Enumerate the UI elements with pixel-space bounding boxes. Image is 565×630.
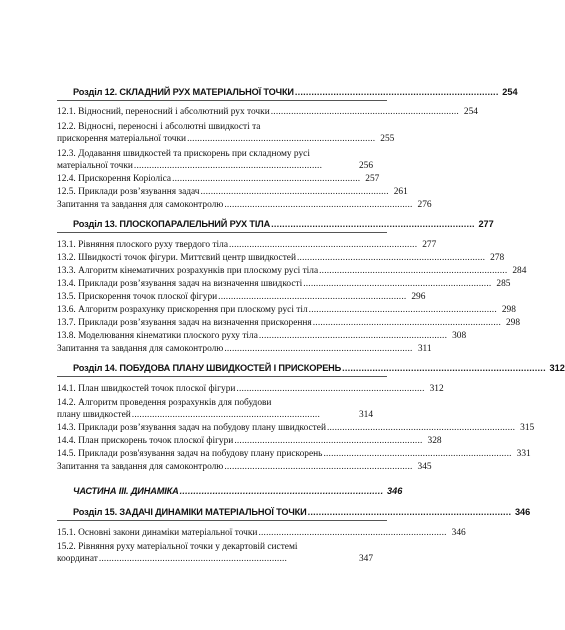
toc-heading-ch14: Розділ 14. ПОБУДОВА ПЛАНУ ШВИДКОСТЕЙ І ПРИСКОРЕНЬ .......................................................................... 312 [73, 363, 565, 373]
toc-entry: Запитання та завдання для самоконтролю .......................................................................... 345 [57, 462, 432, 472]
toc-part-heading: ЧАСТИНА ІІІ. ДИНАМІКА .......................................................................... 346 [73, 486, 403, 496]
toc-entry: 14.1. План швидкостей точок плоскої фігури .......................................................................... 312 [57, 384, 444, 394]
toc-entry: 14.5. Приклади розв'язування задач на побудову плану прискорень .......................................................................... 331 [57, 449, 531, 459]
toc-entry: 13.7. Приклади розв’язування задач на визначення прискорення .......................................................................... 298 [57, 318, 520, 328]
toc-entry: 13.5. Прискорення точок плоскої фігури .......................................................................... 296 [57, 292, 426, 302]
toc-entry-line1: 14.2. Алгоритм проведення розрахунків для побудови [57, 398, 272, 408]
divider [57, 100, 387, 101]
divider [57, 232, 387, 233]
toc-heading-ch13: Розділ 13. ПЛОСКОПАРАЛЕЛЬНИЙ РУХ ТІЛА .......................................................................... 277 [73, 219, 494, 229]
toc-entry-line1: 12.3. Додавання швидкостей та прискорень при складному русі [57, 149, 310, 159]
toc-entry: 12.4. Прискорення Коріоліса .......................................................................... 257 [57, 174, 380, 184]
divider [57, 376, 387, 377]
toc-entry: 13.3. Алгоритм кінематичних розрахунків при плоскому русі тіла .......................................................................... 284 [57, 266, 527, 276]
toc-entry: 14.4. План прискорень точок плоскої фігури .......................................................................... 328 [57, 436, 442, 446]
toc-entry: 14.3. Приклади розв’язування задач на побудову плану швидкостей .......................................................................... 315 [57, 423, 535, 433]
toc-entry: прискорення матеріальної точки .......................................................................... 255 [57, 134, 395, 144]
toc-entry: плану швидкостей .......................................................................... 314 [57, 410, 373, 420]
toc-entry-line1: 12.2. Відносні, переносні і абсолютні швидкості та [57, 122, 261, 132]
toc-entry: Запитання та завдання для самоконтролю .......................................................................... 276 [57, 200, 432, 210]
toc-entry-line1: 15.2. Рівняння руху матеріальної точки у декартовій системі [57, 542, 298, 552]
toc-entry: 12.5. Приклади розв’язування задач .......................................................................... 261 [57, 187, 408, 197]
toc-entry: 13.1. Рівняння плоского руху твердого тіла .......................................................................... 277 [57, 240, 437, 250]
toc-heading-ch12: Розділ 12. СКЛАДНИЙ РУХ МАТЕРІАЛЬНОЇ ТОЧКИ .......................................................................... 254 [73, 87, 518, 97]
toc-entry: координат .......................................................................... 347 [57, 554, 373, 564]
toc-entry: 15.1. Основні закони динаміки матеріальної точки .......................................................................... 346 [57, 528, 466, 538]
toc-entry: 13.4. Приклади розв’язування задач на визначення швидкості .......................................................................... 285 [57, 279, 511, 289]
toc-entry: матеріальної точки .......................................................................... 256 [57, 161, 373, 171]
toc-entry: Запитання та завдання для самоконтролю .......................................................................... 311 [57, 344, 432, 354]
toc-entry: 13.8. Моделювання кінематики плоского руху тіла .......................................................................... 308 [57, 331, 467, 341]
toc-heading-ch15: Розділ 15. ЗАДАЧІ ДИНАМІКИ МАТЕРІАЛЬНОЇ ТОЧКИ .......................................................................... 346 [73, 507, 531, 517]
divider [57, 520, 387, 521]
toc-entry: 13.2. Швидкості точок фігури. Миттєвий центр швидкостей .......................................................................... 278 [57, 253, 505, 263]
toc-entry: 12.1. Відносний, переносний і абсолютний рух точки .......................................................................... 254 [57, 107, 478, 117]
toc-entry: 13.6. Алгоритм розрахунку прискорення при плоскому русі тіл .......................................................................... 298 [57, 305, 516, 315]
